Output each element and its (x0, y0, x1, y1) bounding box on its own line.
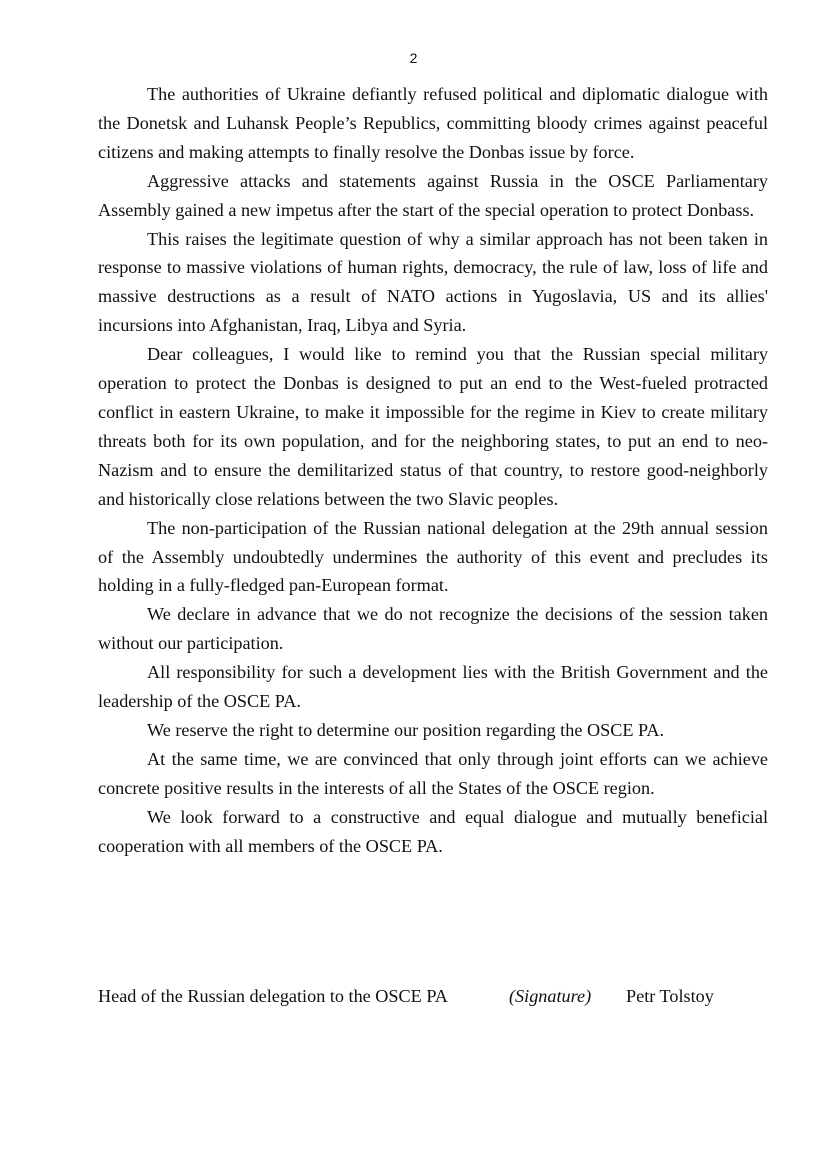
paragraph-10: We look forward to a constructive and equal dialogue and mutually beneficial cooperation with all members of the OSCE PA. (98, 806, 768, 856)
paragraph-8: We reserve the right to determine our position regarding the OSCE PA. (147, 719, 665, 740)
paragraph-7: All responsibility for such a development lies with the British Government and the leadership of the OSCE PA. (98, 662, 768, 712)
signatory-title: Head of the Russian delegation to the OSCE PA (98, 986, 448, 1006)
paragraph-4: Dear colleagues, I would like to remind you that the Russian special military operation to protect the Donbas is designed to put an end to the West-fueled protracted conflict in eastern Ukraine, to make it impossible for the regime in Kiev to create military threats both for its own population, and for the neighboring states, to put an end to neo-Nazism and to ensure the demilitarized status of that country, to restore good-neighborly and historically close relations between the two Slavic peoples. (98, 344, 768, 509)
paragraph-3: This raises the legitimate question of why a similar approach has not been taken in response to massive violations of human rights, democracy, the rule of law, loss of life and massive destructions as a result of NATO actions in Yugoslavia, US and its allies' incursions into Afghanistan, Iraq, Libya and Syria. (98, 228, 768, 336)
signature-block (98, 982, 778, 1011)
paragraph-2: Aggressive attacks and statements against Russia in the OSCE Parliamentary Assembly gained a new impetus after the start of the special operation to protect Donbass. (98, 170, 768, 220)
signatory-name: Petr Tolstoy (626, 986, 714, 1006)
paragraph-5: The non-participation of the Russian national delegation at the 29th annual session of the Assembly undoubtedly undermines the authority of this event and precludes its holding in a fully-fledged pan-European format. (98, 517, 768, 596)
paragraph-9: At the same time, we are convinced that only through joint efforts can we achieve concrete positive results in the interests of all the States of the OSCE region. (98, 748, 768, 798)
paragraph-1: The authorities of Ukraine defiantly refused political and diplomatic dialogue with the Donetsk and Luhansk People’s Republics, committing bloody crimes against peaceful citizens and making attempts to finally resolve the Donbas issue by force. (98, 84, 768, 162)
page-number: 2 (409, 50, 418, 66)
letter-body (98, 80, 768, 860)
signature-mark: (Signature) (509, 986, 592, 1006)
paragraph-6: We declare in advance that we do not recognize the decisions of the session taken without our participation. (98, 604, 768, 654)
